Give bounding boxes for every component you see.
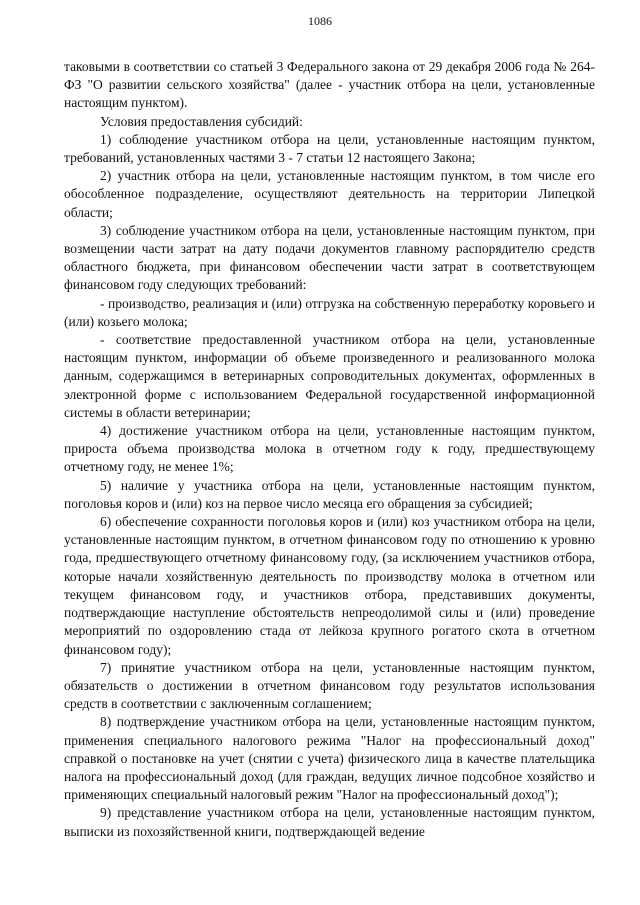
paragraph-item-5: 5) наличие у участника отбора на цели, установленные настоящим пунктом, поголовья коров и (или) коз на первое число месяца его обращения за субсидией; — [64, 477, 595, 511]
paragraph-continuation: таковыми в соответствии со статьей 3 Федерального закона от 29 декабря 2006 года № 264-ФЗ "О развитии сельского хозяйства" (далее - участник отбора на цели, установленные настоящим пунктом). — [64, 59, 595, 111]
paragraph-item-4: 4) достижение участником отбора на цели, установленные настоящим пунктом, прироста объема производства молока в отчетном году к году, предшествующему отчетному году, не менее 1%; — [64, 423, 595, 475]
paragraph-item-7: 7) принятие участником отбора на цели, установленные настоящим пунктом, обязательств о достижении в отчетном финансовом году результатов использования средств в соответствии с заключенным соглашением; — [64, 659, 595, 712]
paragraph-item-3-dash-2: - соответствие предоставленной участником отбора на цели, установленные настоящим пунктом, информации об объеме произведенного и реализованного молока данным, содержащимся в ветеринарных сопроводительных документах, оформленных в электронной форме с использованием Федеральной государственной информационной системы в области ветеринарии; — [64, 332, 595, 420]
document-body — [64, 58, 595, 841]
paragraph-item-8: 8) подтверждение участником отбора на цели, установленные настоящим пунктом, применения специального налогового режима "Налог на профессиональный доход" справкой о постановке на учет (снятии с учета) физического лица в качестве плательщика налога на профессиональный доход (для граждан, ведущих личное подсобное хозяйство и применяющих специальный налоговый режим "Налог на профессиональный доход"); — [64, 714, 595, 803]
paragraph-item-6: 6) обеспечение сохранности поголовья коров и (или) коз участником отбора на цели, установленные настоящим пунктом, в отчетном финансовом году по отношению к уровню года, предшествующего отчетному финансовому году, (за исключением участников отбора, которые начали хозяйственную деятельность по производству молока в отчетном или текущем финансовом году, и участников отбора, представивших документы, подтверждающие наступление обстоятельств непреодолимой силы и (или) проведение мероприятий по оздоровлению стада от лейкоза крупного рогатого скота в отчетном финансовом году); — [64, 514, 595, 657]
paragraph-item-1: 1) соблюдение участником отбора на цели, установленные настоящим пунктом, требований, установленных частями 3 - 7 статьи 12 настоящего Закона; — [64, 131, 595, 166]
paragraph-item-2: 2) участник отбора на цели, установленные настоящим пунктом, в том числе его обособленное подразделение, осуществляют деятельность на территории Липецкой области; — [64, 168, 595, 220]
paragraph-conditions-heading: Условия предоставления субсидий: — [100, 113, 303, 129]
paragraph-item-9: 9) представление участником отбора на цели, установленные настоящим пунктом, выписки из похозяйственной книги, подтверждающей ведение — [64, 805, 595, 839]
paragraph-item-3: 3) соблюдение участником отбора на цели, установленные настоящим пунктом, при возмещении части затрат на дату подачи документов главному распорядителю средств областного бюджета, при финансовом обеспечении части затрат в соответствующем финансовом году следующих требований: — [64, 222, 595, 293]
page-number: 1086 — [308, 14, 332, 28]
paragraph-item-3-dash-1: - производство, реализация и (или) отгрузка на собственную переработку коровьего и (или) козьего молока; — [64, 295, 595, 329]
